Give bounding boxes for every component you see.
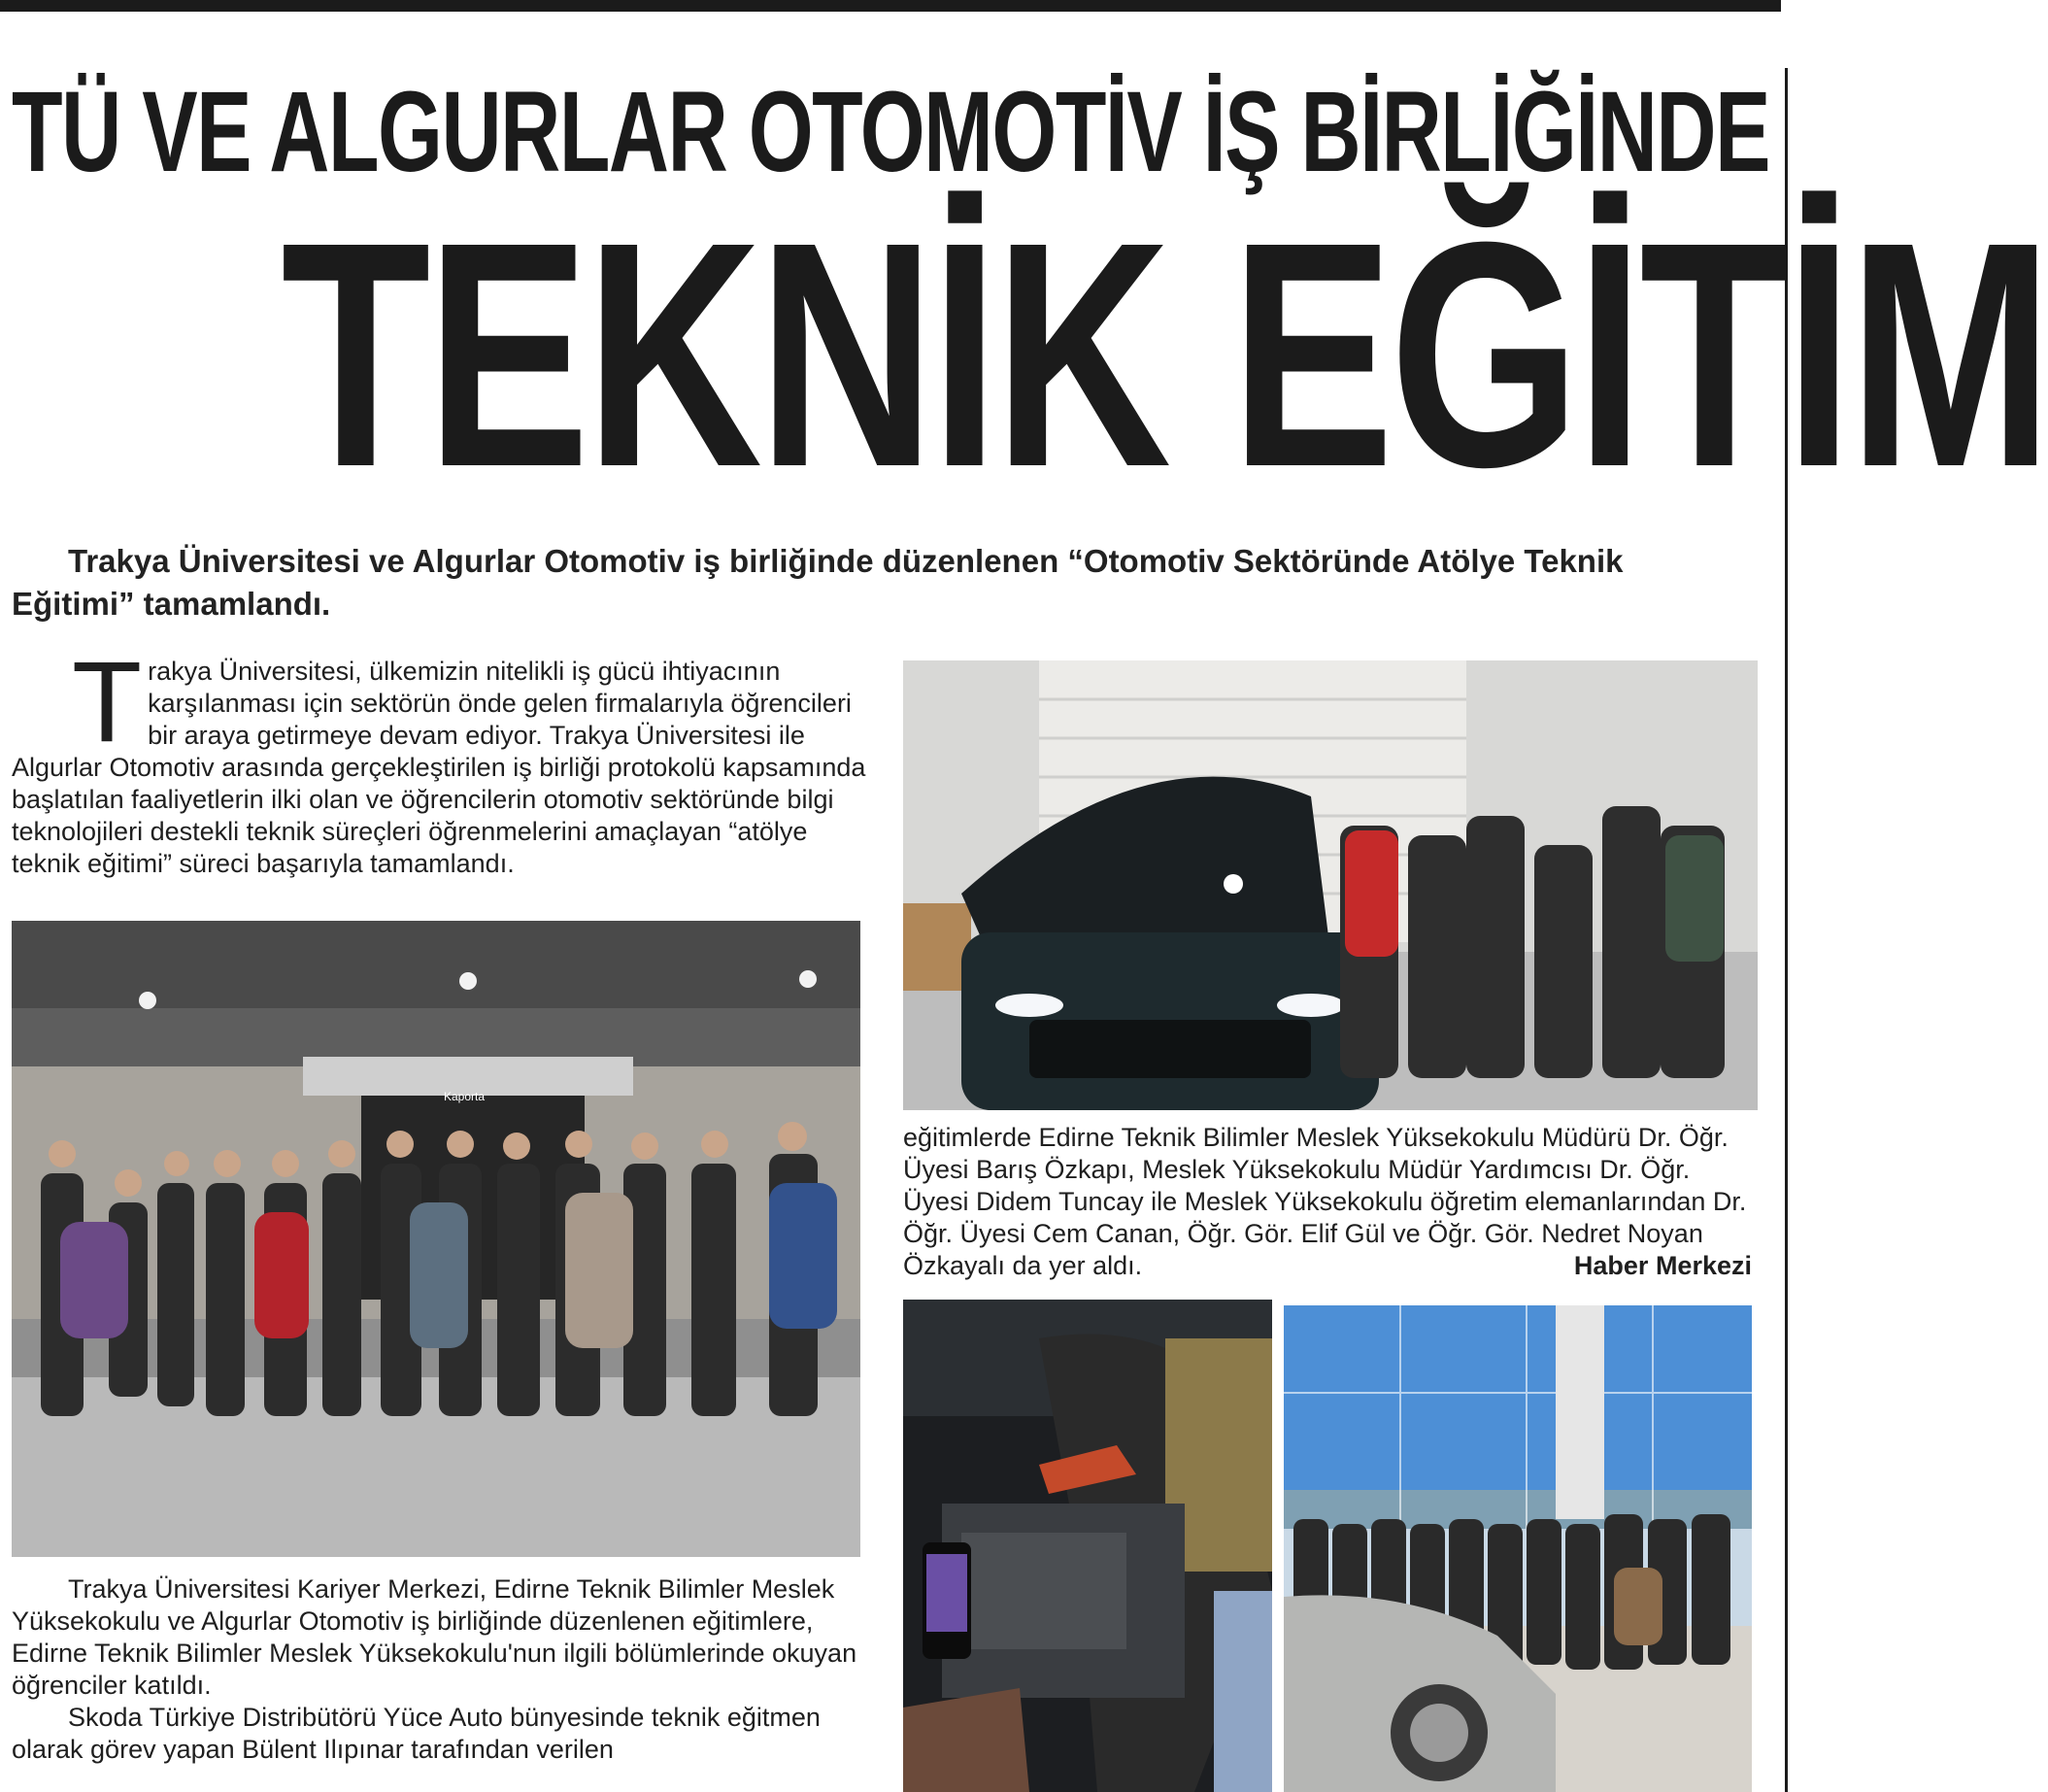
article-para-3-text: Skoda Türkiye Distribütörü Yüce Auto bünyesinde teknik eğitmen olarak görev yapan Bülent Ilıpınar tarafından verilen xyxy=(12,1703,821,1764)
article-para-4-text: eğitimlerde Edirne Teknik Bilimler Meslek Yüksekokulu Müdürü Dr. Öğr. Üyesi Barış Özkapı, Meslek Yüksekokulu Müdür Yardımcısı Dr. Öğr. Üyesi Didem Tuncay ile Meslek Yüksekokulu öğretim elemanlarından Dr. Öğr. Üyesi Cem Canan, Öğr. Gör. Elif Gül ve Öğr. Gör. Nedret Noyan Özkayalı da yer aldı. xyxy=(903,1123,1747,1280)
lead-paragraph xyxy=(12,540,1750,626)
headline-line-1: TÜ VE ALGURLAR OTOMOTİV İŞ BİRLİĞİNDE xyxy=(12,68,1769,196)
garage-sign: Kaporta xyxy=(444,1090,486,1103)
article-para-2-3 xyxy=(12,1573,866,1766)
byline: Haber Merkezi xyxy=(1573,1251,1752,1280)
article-para-2 xyxy=(12,1573,866,1702)
article-para-4 xyxy=(903,1122,1758,1282)
article-para-3 xyxy=(12,1702,866,1766)
drop-cap: T xyxy=(72,638,143,766)
article-para-1 xyxy=(12,638,866,880)
headline-line-2: TEKNİK EĞİTİM xyxy=(281,175,2048,533)
group-photo xyxy=(12,921,860,1557)
article-para-1-text: rakya Üniversitesi, ülkemizin nitelikli iş gücü ihtiyacının karşılanması için sektörün önde gelen firmalarıyla öğrencileri bir araya getirmeye devam ediyor. Trakya Üniversitesi ile Algurlar Otomotiv arasında gerçekleştirilen iş birliği protokolü kapsamında başlatılan faaliyetlerin ilki olan ve öğrencilerin otomotiv sektöründe bilgi teknolojileri destekli teknik süreçleri öğrenmelerini amaçlayan “atölye teknik eğitimi” süreci başarıyla tamamlandı. xyxy=(12,657,866,878)
showroom-photo xyxy=(1284,1305,1752,1792)
lead-text: Trakya Üniversitesi ve Algurlar Otomotiv iş birliğinde düzenlenen “Otomotiv Sektöründe Atölye Teknik Eğitimi” tamamlandı. xyxy=(12,543,1624,622)
article-para-2-text: Trakya Üniversitesi Kariyer Merkezi, Edirne Teknik Bilimler Meslek Yüksekokulu ve Algurlar Otomotiv iş birliğinde düzenlenen eğitimlere, Edirne Teknik Bilimler Meslek Yüksekokulu'nun ilgili bölümlerinde okuyan öğrenciler katıldı. xyxy=(12,1574,857,1700)
top-rule-bar xyxy=(0,0,1781,12)
car-workshop-photo xyxy=(903,660,1758,1110)
engine-bay-photo xyxy=(903,1300,1272,1792)
